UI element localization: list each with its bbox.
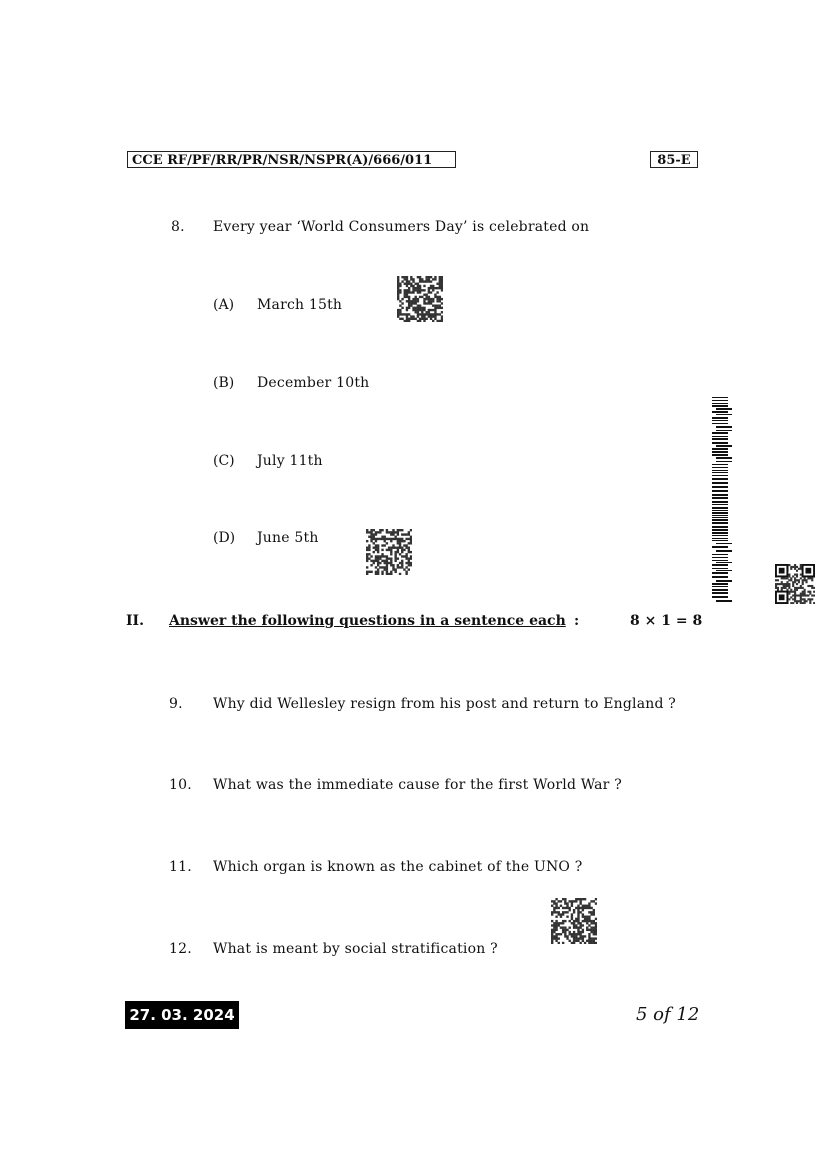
option-b-letter: (B) <box>213 375 235 391</box>
section-number: II. <box>126 613 144 629</box>
question-9-text: Why did Wellesley resign from his post and return to England ? <box>213 696 676 712</box>
qr-code-icon <box>397 276 443 322</box>
option-a-letter: (A) <box>213 297 235 313</box>
question-8-text: Every year ‘World Consumers Day’ is celebrated on <box>213 219 590 235</box>
question-10-text: What was the immediate cause for the first World War ? <box>213 777 622 793</box>
section-title: Answer the following questions in a sentence each <box>169 613 566 629</box>
section-colon: : <box>574 613 580 629</box>
option-a-text: March 15th <box>257 297 343 313</box>
option-d-letter: (D) <box>213 530 236 546</box>
option-b-text: December 10th <box>257 375 370 391</box>
question-12-number: 12. <box>169 941 192 957</box>
option-c-text: July 11th <box>257 453 323 469</box>
page-number: 5 of 12 <box>636 1004 700 1025</box>
section-marks: 8 × 1 = 8 <box>630 613 703 629</box>
qr-code-icon <box>366 529 412 575</box>
subject-code-box: 85-E <box>650 151 698 168</box>
exam-date-badge: 27. 03. 2024 <box>125 1001 239 1029</box>
question-10-number: 10. <box>169 777 192 793</box>
qr-code-icon <box>551 898 597 944</box>
question-12-text: What is meant by social stratification ? <box>213 941 498 957</box>
question-8-number: 8. <box>171 219 185 235</box>
paper-code-box: CCE RF/PF/RR/PR/NSR/NSPR(A)/666/011 <box>127 151 456 168</box>
barcode-icon <box>712 397 732 602</box>
option-d-text: June 5th <box>257 530 319 546</box>
option-c-letter: (C) <box>213 453 235 469</box>
question-9-number: 9. <box>169 696 183 712</box>
qr-code-icon <box>775 564 815 604</box>
question-11-number: 11. <box>169 859 192 875</box>
question-11-text: Which organ is known as the cabinet of the UNO ? <box>213 859 583 875</box>
